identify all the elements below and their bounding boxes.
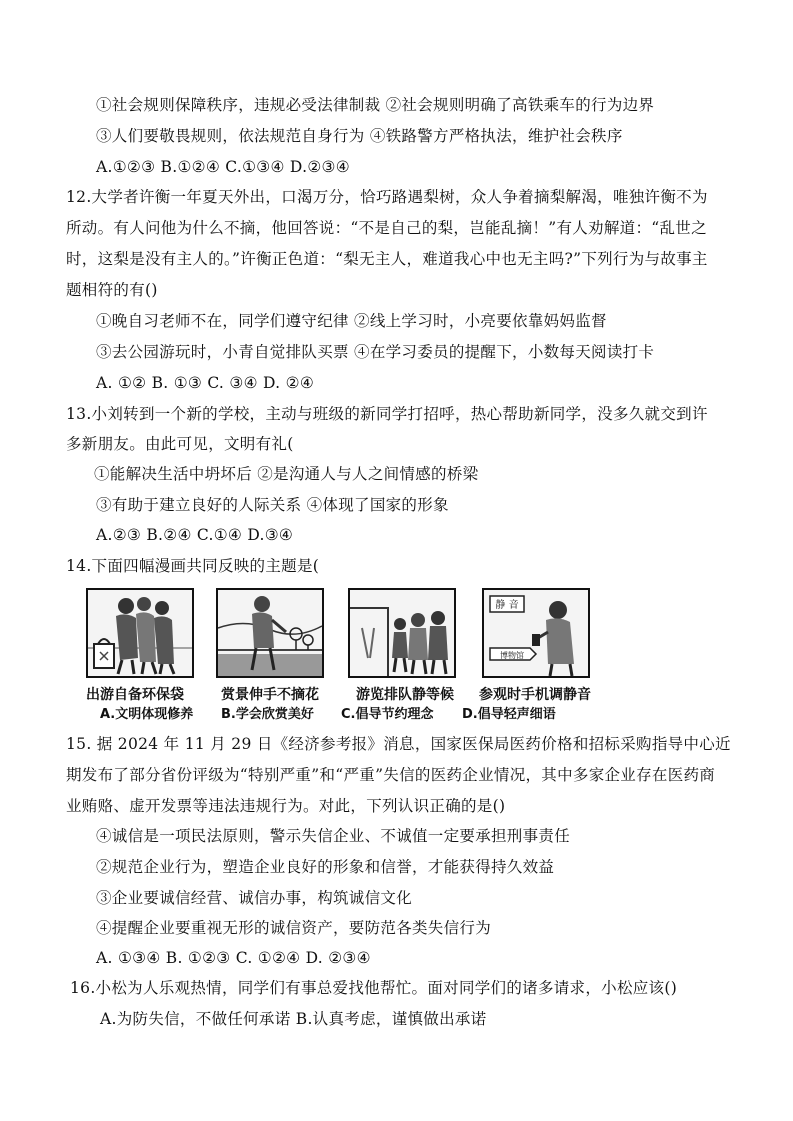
- q13-answer-choices: A.②③ B.②④ C.①④ D.③④: [96, 526, 294, 544]
- q11-options-line-1: ①社会规则保障秩序，违规必受法律制裁 ②社会规则明确了高铁乘车的行为边界: [96, 96, 655, 114]
- q15-options-line-1: ④诚信是一项民法原则，警示失信企业、不诚值一定要承担刑事责任: [96, 827, 571, 845]
- q12-answer-choices: A. ①② B. ①③ C. ③④ D. ②④: [96, 374, 315, 392]
- comic-1-caption: 出游自备环保袋: [86, 687, 184, 703]
- q16-stem: 16.小松为人乐观热情，同学们有事总爱找他帮忙。面对同学们的诸多请求，小松应该(): [70, 979, 678, 997]
- comic-flowers-drawing: [216, 588, 324, 678]
- comic-4-caption: 参观时手机调静音: [479, 687, 591, 703]
- q14-stem: 14.下面四幅漫画共同反映的主题是(: [66, 557, 320, 575]
- q13-stem-line-2: 多新朋友。由此可见，文明有礼(: [66, 435, 294, 453]
- q15-options-line-3: ③企业要诚信经营、诚信办事，构筑诚信文化: [96, 889, 413, 907]
- comic-eco-bag: [86, 588, 194, 678]
- comic-3-caption: 游览排队静等候: [356, 687, 454, 703]
- q12-stem-line-4: 题相符的有(): [66, 281, 158, 299]
- comic-silent-phone-drawing: [482, 588, 590, 678]
- comic-queue-drawing: [348, 588, 456, 678]
- comic-1-option: A.文明体现修养: [100, 707, 194, 722]
- q12-options-line-2: ③去公园游玩时，小青自觉排队买票 ④在学习委员的提醒下，小数每天阅读打卡: [96, 343, 655, 361]
- q12-stem-line-3: 时，这梨是没有主人的。”许衡正色道：“梨无主人，难道我心中也无主吗?”下列行为与故事主: [66, 250, 708, 268]
- comic-queue: [348, 588, 456, 678]
- comic-2-option: B.学会欣赏美好: [221, 707, 314, 722]
- q15-answer-choices: A. ①③④ B. ①②③ C. ①②④ D. ②③④: [96, 949, 371, 967]
- q12-options-line-1: ①晚自习老师不在，同学们遵守纪律 ②线上学习时，小亮要依靠妈妈监督: [96, 312, 607, 330]
- q11-answer-choices: A.①②③ B.①②④ C.①③④ D.②③④: [96, 158, 350, 176]
- comic-3-option: C.倡导节约理念: [341, 707, 434, 722]
- q15-options-line-4: ④提醒企业要重视无形的诚信资产，要防范各类失信行为: [96, 919, 492, 937]
- q15-stem-line-1: 15. 据 2024 年 11 月 29 日《经济参考报》消息，国家医保局医药价格和招标采购指导中心近: [66, 735, 731, 753]
- q13-stem-line-1: 13.小刘转到一个新的学校，主动与班级的新同学打招呼，热心帮助新同学，没多久就交到许: [66, 405, 708, 423]
- sign-silent-text: 静 音: [495, 600, 519, 611]
- comic-eco-bag-drawing: [86, 588, 194, 678]
- q16-options-line: A.为防失信，不做任何承诺 B.认真考虑，谨慎做出承诺: [100, 1010, 487, 1028]
- q14-comics: [86, 588, 606, 723]
- q13-options-line-2: ③有助于建立良好的人际关系 ④体现了国家的形象: [96, 496, 449, 514]
- comic-flowers: [216, 588, 324, 678]
- arrow-sign-text: 博物馆: [500, 651, 524, 660]
- comic-silent-phone: [482, 588, 590, 678]
- comic-4-option: D.倡导轻声细语: [462, 707, 556, 722]
- comic-2-caption: 赏景伸手不摘花: [221, 687, 319, 703]
- q11-options-line-2: ③人们要敬畏规则，依法规范自身行为 ④铁路警方严格执法，维护社会秩序: [96, 127, 623, 145]
- q12-stem-line-1: 12.大学者许衡一年夏天外出，口渴万分，恰巧路遇梨树，众人争着摘梨解渴，唯独许衡不为: [66, 188, 708, 206]
- q15-stem-line-3: 业贿赂、虚开发票等违法违规行为。对此，下列认识正确的是(): [66, 797, 506, 815]
- q12-stem-line-2: 所动。有人问他为什么不摘，他回答说：“不是自己的梨，岂能乱摘！”有人劝解道：“乱世之: [66, 219, 707, 237]
- q15-options-line-2: ②规范企业行为，塑造企业良好的形象和信誉，才能获得持久效益: [96, 858, 555, 876]
- q13-options-line-1: ①能解决生活中坍坏后 ②是沟通人与人之间情感的桥梁: [94, 465, 479, 483]
- q15-stem-line-2: 期发布了部分省份评级为“特别严重”和“严重”失信的医药企业情况，其中多家企业存在医药商: [66, 766, 716, 784]
